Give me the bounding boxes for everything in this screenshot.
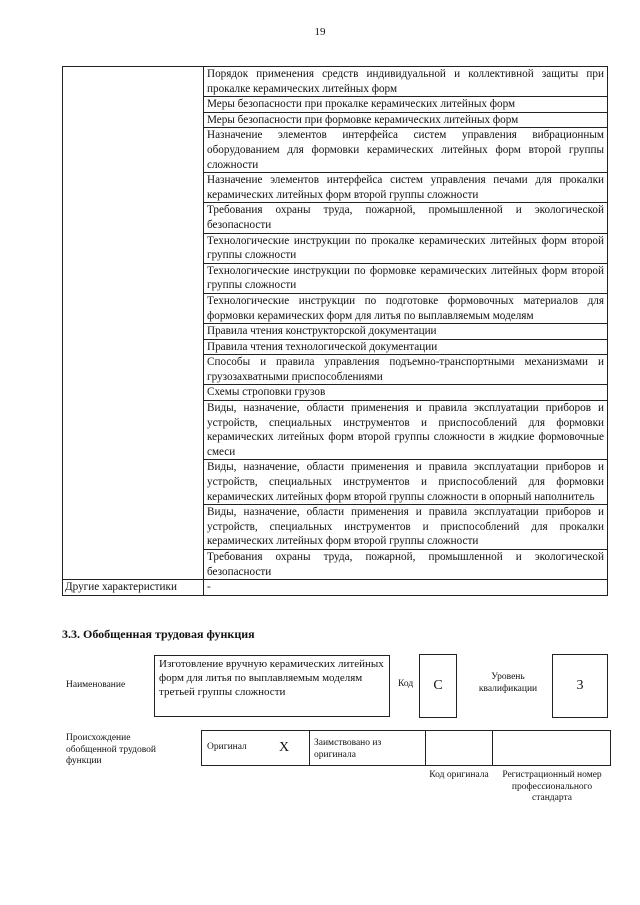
other-characteristics-label: Другие характеристики — [63, 580, 204, 596]
divider — [425, 730, 426, 766]
divider — [492, 730, 493, 766]
knowledge-table — [62, 66, 608, 596]
original-mark: X — [279, 740, 290, 755]
knowledge-label-cell — [63, 67, 204, 580]
knowledge-item: Правила чтения технологической документации — [204, 339, 608, 355]
reg-caption: Регистрационный номер профессионального стандарта — [502, 770, 602, 803]
function-name-box — [154, 655, 390, 717]
knowledge-item: Правила чтения конструкторской документации — [204, 324, 608, 340]
name-label: Наименование — [66, 680, 126, 691]
code-box — [419, 654, 457, 718]
table-row — [63, 67, 608, 97]
knowledge-item: Требования охраны труда, пожарной, промышленной и экологической безопасности — [204, 550, 608, 580]
knowledge-item: Технологические инструкции по прокалке керамических литейных форм второй группы сложности — [204, 233, 608, 263]
knowledge-item: Технологические инструкции по подготовке формовочных материалов для формовки керамических форм для литья по выплавляемым моделям — [204, 293, 608, 323]
knowledge-item: Меры безопасности при формовке керамических литейных форм — [204, 112, 608, 128]
code-label: Код — [398, 679, 414, 689]
other-characteristics-value: - — [204, 580, 608, 596]
knowledge-item: Технологические инструкции по формовке керамических литейных форм второй группы сложности — [204, 263, 608, 293]
divider — [309, 730, 310, 766]
knowledge-item: Виды, назначение, области применения и правила эксплуатации приборов и устройств, специальных инструментов и приспособлений для формовки керамических литейных форм второй группы сложности в жидкие формовочные смеси — [204, 401, 608, 460]
knowledge-item: Схемы строповки грузов — [204, 385, 608, 401]
section-title: 3.3. Обобщенная трудовая функция — [62, 627, 255, 641]
page-number: 19 — [314, 26, 326, 38]
knowledge-item: Порядок применения средств индивидуальной и коллективной защиты при прокалке керамических литейных форм — [204, 67, 608, 97]
knowledge-item: Требования охраны труда, пожарной, промышленной и экологической безопасности — [204, 203, 608, 233]
original-label: Оригинал — [207, 742, 247, 753]
table-row — [63, 580, 608, 596]
knowledge-item: Виды, назначение, области применения и правила эксплуатации приборов и устройств, специальных инструментов и приспособлений для формовки керамических литейных форм второй группы сложности в опорный наполнитель — [204, 460, 608, 505]
origin-label: Происхождение обобщенной трудовой функции — [66, 733, 156, 766]
level-value: 3 — [576, 678, 584, 693]
level-label: Уровень квалификации — [478, 672, 538, 694]
code-value: C — [433, 678, 443, 693]
knowledge-item: Назначение элементов интерфейса систем управления печами для прокалки керамических литейных форм второй группы сложности — [204, 173, 608, 203]
function-name-value: Изготовление вручную керамических литейных форм для литья по выплавляемым моделям третьей группы сложности — [159, 658, 384, 698]
knowledge-item: Виды, назначение, области применения и правила эксплуатации приборов и устройств, специальных инструментов и приспособлений для прокалки керамических литейных форм второй группы сложности — [204, 505, 608, 550]
level-box — [552, 654, 608, 718]
code-caption: Код оригинала — [429, 770, 489, 780]
knowledge-item: Меры безопасности при прокалке керамических литейных форм — [204, 97, 608, 113]
knowledge-item: Способы и правила управления подъемно-транспортными механизмами и грузозахватными приспособлениями — [204, 355, 608, 385]
borrowed-label: Заимствовано из оригинала — [314, 738, 382, 760]
knowledge-item: Назначение элементов интерфейса систем управления вибрационным оборудованием для формовки керамических литейных форм второй группы сложности — [204, 128, 608, 173]
